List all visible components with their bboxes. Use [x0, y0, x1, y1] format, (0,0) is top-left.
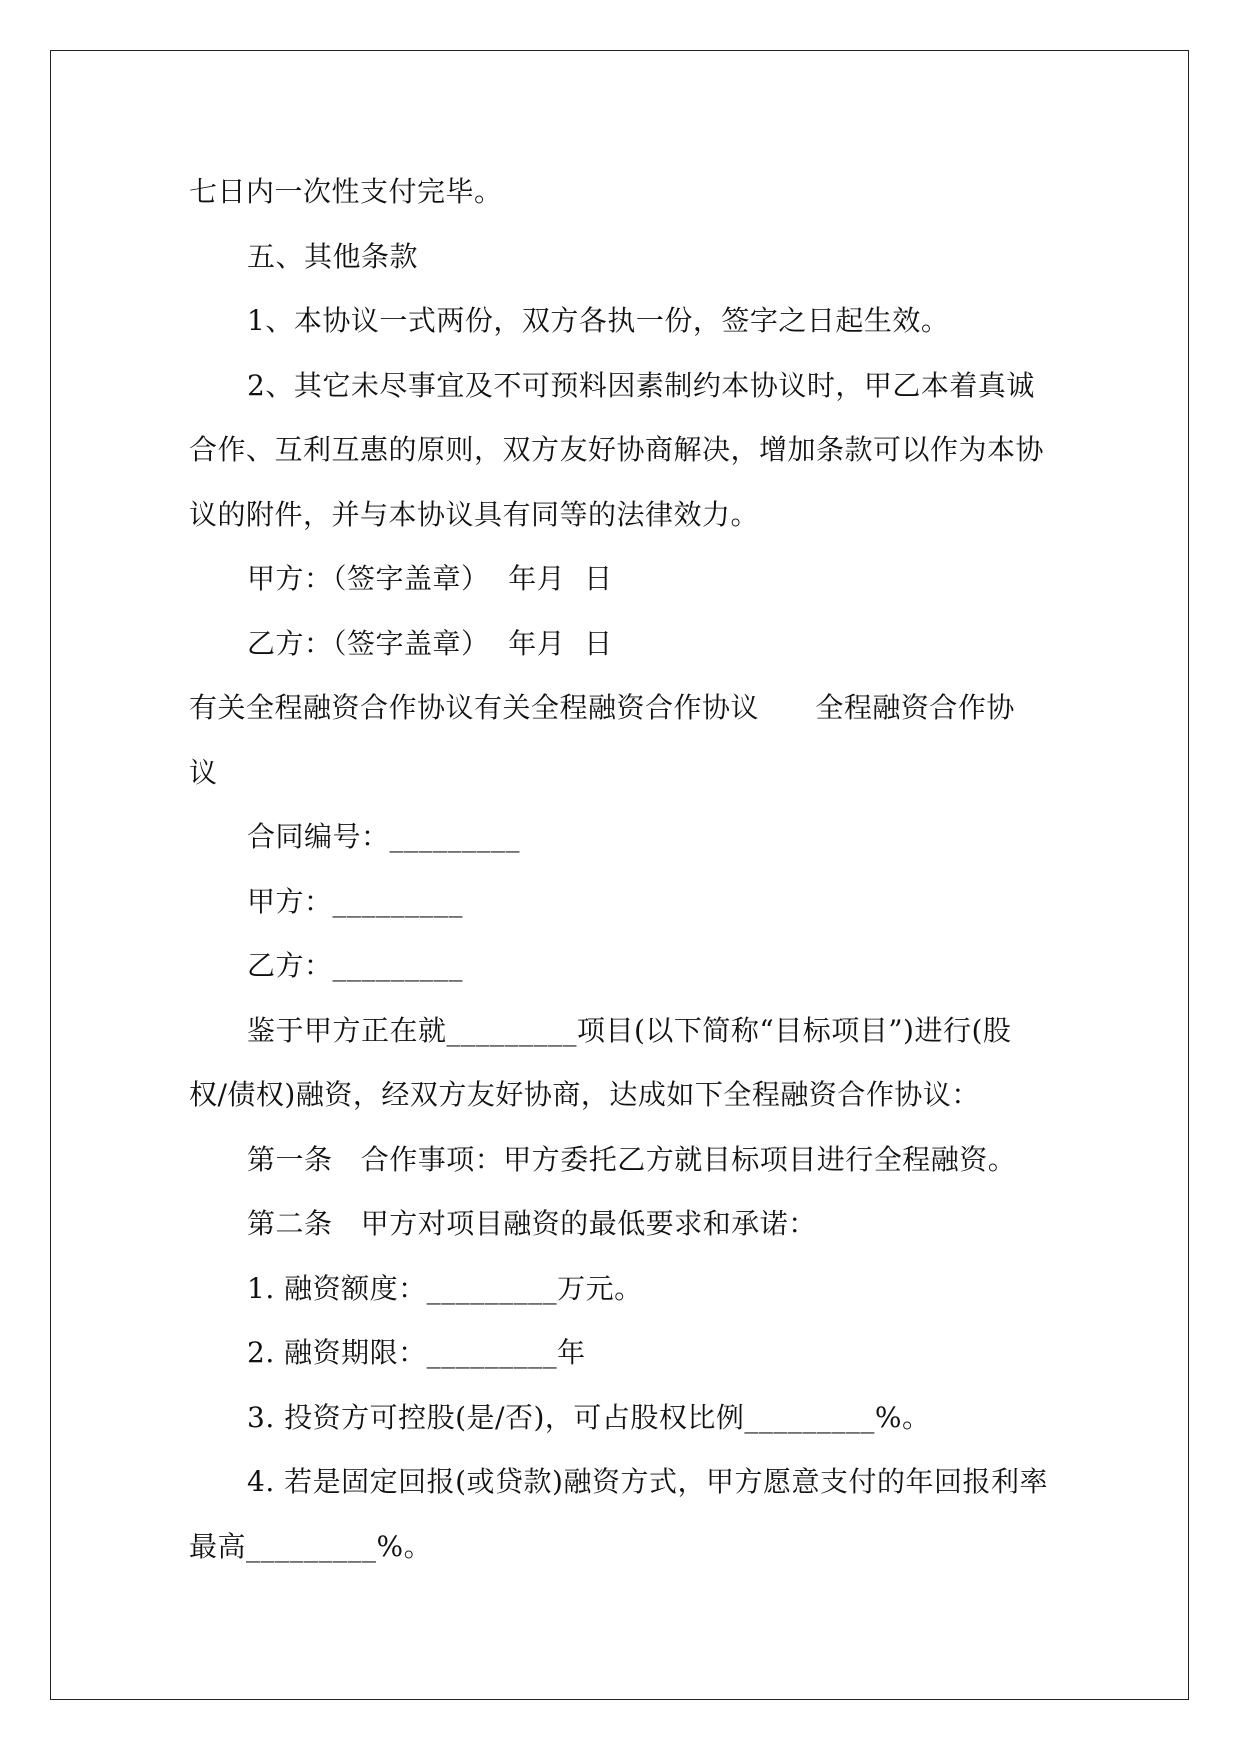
return-rate-line: 4. 若是固定回报(或贷款)融资方式，甲方愿意支付的年回报利率: [247, 1465, 1048, 1498]
article-1-line: 第一条 合作事项：甲方委托乙方就目标项目进行全程融资。: [247, 1142, 1017, 1176]
contract-number-field: 合同编号：_________: [247, 820, 521, 853]
document-body: [189, 160, 1059, 1579]
party-a-signature-line: 甲方：（签字盖章） 年月 日: [247, 562, 613, 595]
return-rate-line: 最高_________%。: [189, 1529, 433, 1563]
section-heading: 五、其他条款: [247, 239, 419, 273]
financing-amount-line: 1. 融资额度：_________万元。: [247, 1271, 643, 1305]
article-2-line: 第二条 甲方对项目融资的最低要求和承诺：: [247, 1207, 817, 1240]
document-title-line: 议: [189, 755, 218, 789]
text-line: 七日内一次性支付完毕。: [189, 175, 503, 208]
preamble-line: 权/债权)融资，经双方友好协商，达成如下全程融资合作协议：: [189, 1078, 980, 1111]
clause-line: 2、其它未尽事宜及不可预料因素制约本协议时，甲乙本着真诚: [247, 368, 1035, 402]
equity-ratio-line: 3. 投资方可控股(是/否)，可占股权比例_________%。: [247, 1400, 931, 1434]
document-title-line: 有关全程融资合作协议有关全程融资合作协议 全程融资合作协: [189, 691, 1015, 724]
party-b-signature-line: 乙方：（签字盖章） 年月 日: [247, 626, 613, 660]
party-a-field: 甲方：_________: [247, 884, 464, 918]
clause-line: 1、本协议一式两份，双方各执一份，签字之日起生效。: [247, 304, 950, 337]
financing-term-line: 2. 融资期限：_________年: [247, 1336, 586, 1369]
clause-line: 议的附件，并与本协议具有同等的法律效力。: [189, 497, 760, 531]
party-b-field: 乙方：_________: [247, 949, 464, 982]
clause-line: 合作、互利互惠的原则，双方友好协商解决，增加条款可以作为本协: [189, 433, 1045, 466]
preamble-line: 鉴于甲方正在就_________项目(以下简称“目标项目”)进行(股: [247, 1013, 1012, 1047]
